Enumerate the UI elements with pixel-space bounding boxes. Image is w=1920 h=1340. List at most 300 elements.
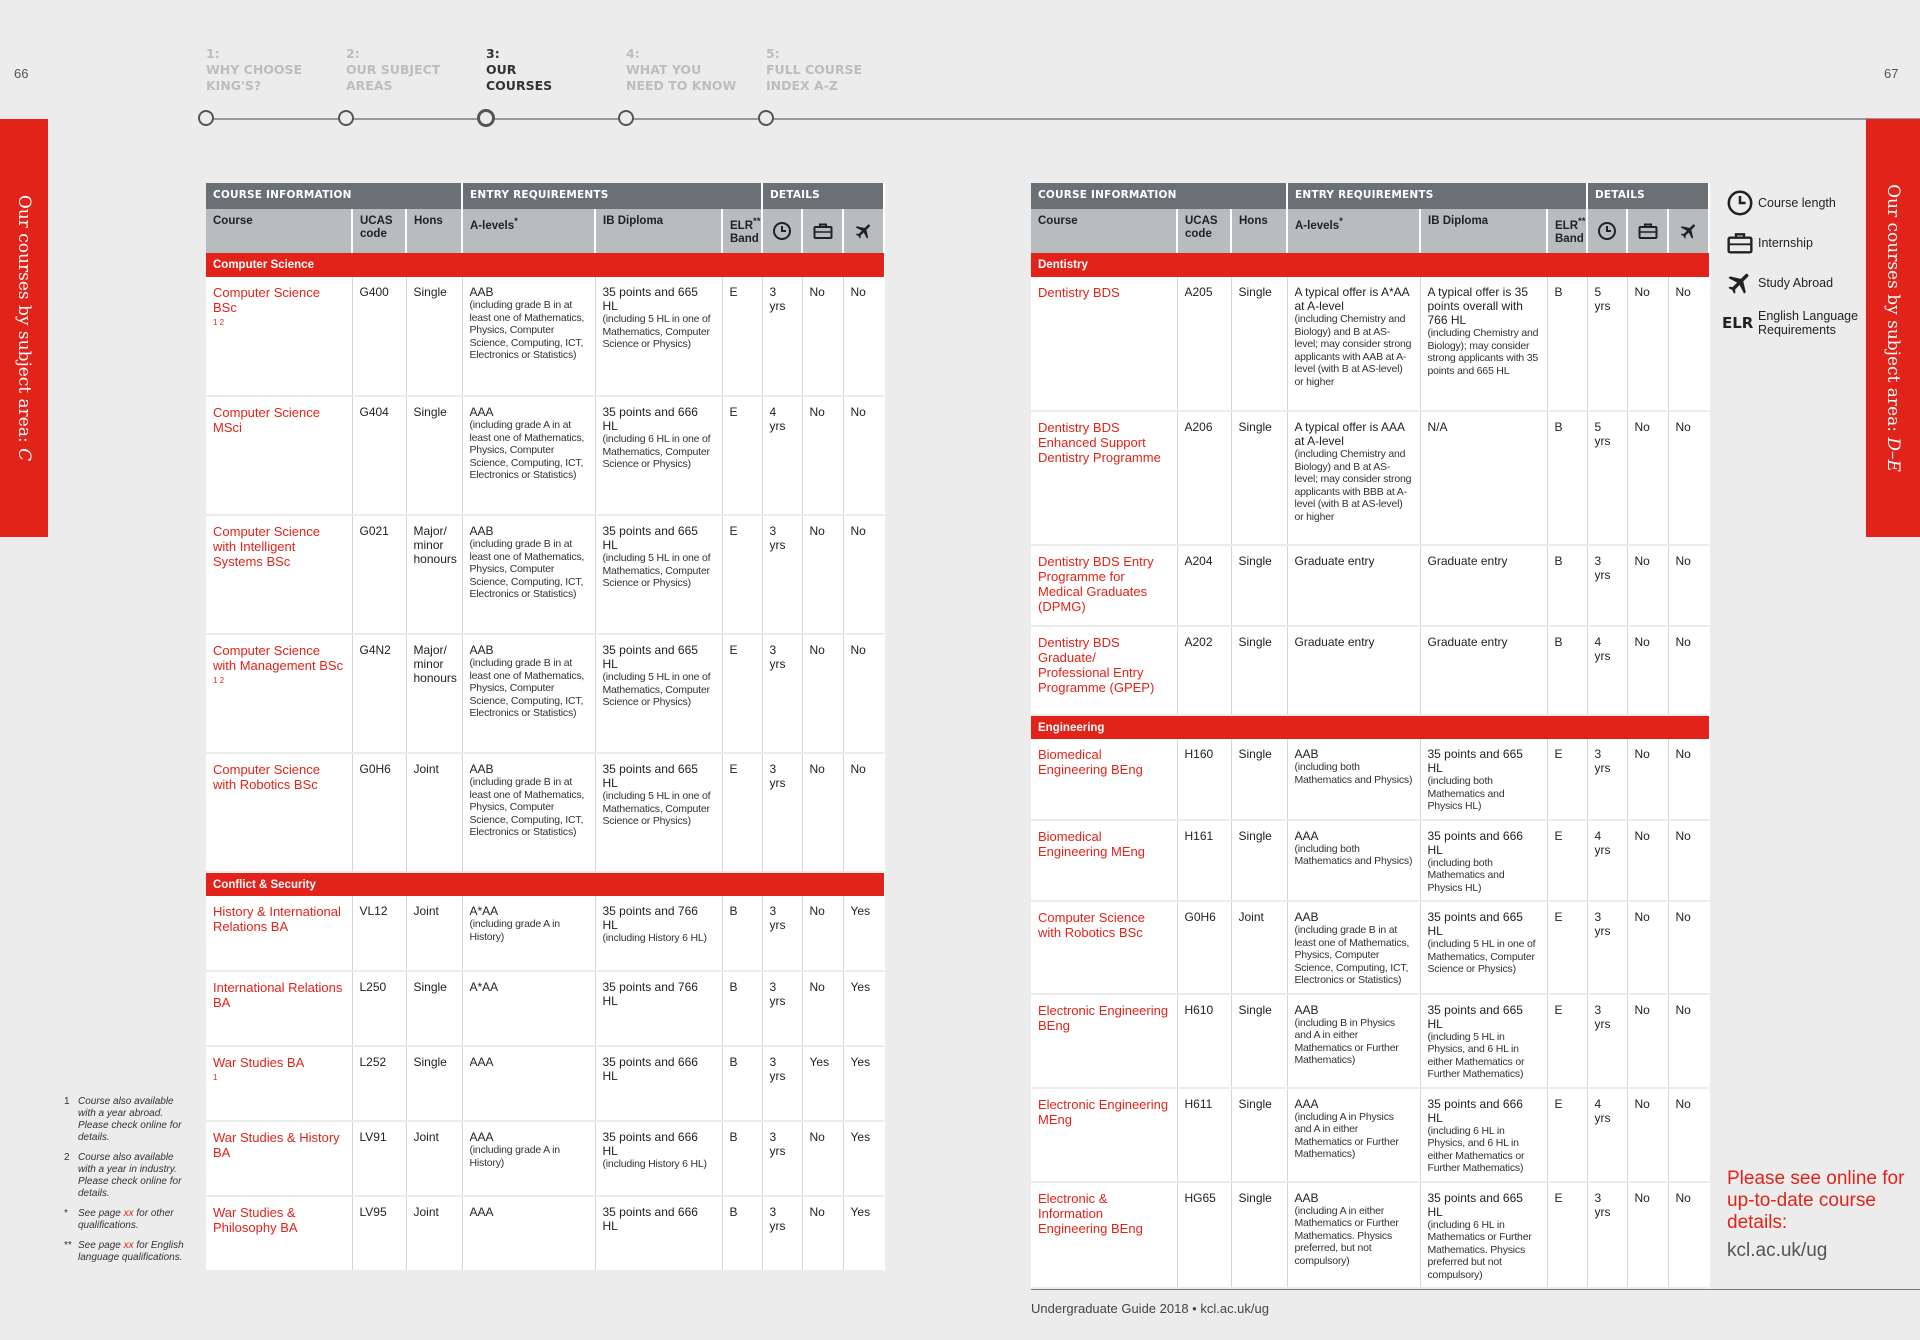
ucas-code — [352, 896, 406, 971]
course-row — [1031, 1088, 1709, 1182]
a-level-requirement — [462, 1196, 595, 1271]
ib-requirement-ib-note: (including 6 HL in one of Mathematics, Computer Science or Physics) — [602, 433, 711, 470]
course-name-link-name: History & International Relations BA — [213, 904, 341, 934]
hons-type — [406, 515, 462, 634]
course-length — [1587, 626, 1627, 715]
elr-band-elr: E — [1554, 747, 1563, 761]
ib-requirement-ib: 35 points and 665 HL — [1427, 1190, 1523, 1219]
section-header-row — [1031, 253, 1709, 277]
a-level-requirement — [462, 753, 595, 872]
internship-value — [802, 396, 843, 515]
a-level-requirement — [462, 634, 595, 753]
nav-step-label: INDEX A-Z — [766, 78, 838, 93]
ucas-code-ucas: L250 — [359, 980, 387, 994]
ib-requirement-ib-note: (including 5 HL in one of Mathematics, Computer Science or Physics) — [602, 552, 711, 589]
elr-band — [722, 396, 762, 515]
footnote: 2 Course also available with a year in industry. Please check online for details. — [64, 1152, 182, 1199]
a-level-requirement-alevel: A typical offer is AAA at A-level — [1294, 420, 1405, 448]
a-level-requirement — [462, 277, 595, 396]
col-header-ucas-code: UCAS code — [1177, 209, 1231, 253]
ucas-code-ucas: A206 — [1184, 420, 1213, 434]
ib-requirement — [1420, 1088, 1547, 1182]
col-header-course-length — [1587, 209, 1627, 253]
study-abroad-value-abroad: No — [1675, 635, 1691, 649]
internship-value — [1627, 411, 1668, 545]
ucas-code-ucas: H160 — [1184, 747, 1214, 761]
course-length — [762, 971, 802, 1046]
a-level-requirement-alevel: AAA — [469, 1055, 494, 1069]
internship-value — [1627, 901, 1668, 994]
a-level-requirement — [1287, 277, 1420, 411]
side-tab-subject-c — [0, 119, 48, 537]
elr-band — [1547, 626, 1587, 715]
course-row — [1031, 739, 1709, 820]
a-level-requirement — [1287, 1088, 1420, 1182]
header-entry-requirements: ENTRY REQUIREMENTS — [1287, 183, 1587, 209]
footer-divider — [1031, 1289, 1920, 1290]
a-level-requirement-alevel: AAB — [1294, 1190, 1319, 1205]
header-details: DETAILS — [1587, 183, 1709, 209]
study-abroad-value-abroad: No — [1675, 1096, 1691, 1111]
study-abroad-value — [843, 896, 884, 971]
course-row — [1031, 820, 1709, 902]
course-name-link[interactable] — [206, 515, 352, 634]
section-progress-nav — [0, 46, 1920, 136]
ib-requirement — [1420, 411, 1547, 545]
course-length — [762, 515, 802, 634]
study-abroad-value — [1668, 901, 1709, 994]
nav-step-label: WHY CHOOSE — [206, 62, 303, 77]
course-row — [206, 277, 884, 396]
ib-requirement — [595, 971, 722, 1046]
ucas-code-ucas: LV95 — [359, 1205, 387, 1219]
course-row — [1031, 901, 1709, 994]
col-header-study-abroad — [1668, 209, 1709, 253]
course-length-length: 4 yrs — [1594, 635, 1611, 663]
a-level-requirement-alevel-note: (including A in either Mathematics or Further Mathematics. Physics preferred, but not compulsory) — [1294, 1204, 1399, 1267]
study-abroad-value-abroad: No — [1675, 420, 1691, 434]
elr-band — [722, 1046, 762, 1121]
ib-requirement-ib-note: (including 5 HL in one of Mathematics, Computer Science or Physics) — [602, 671, 711, 708]
a-level-requirement-alevel-note: (including Chemistry and Biology) and B at AS-level; may consider strong applicants with AAB at A-level (with B at AS-level) or higher — [1294, 313, 1412, 388]
hons-type — [1231, 994, 1287, 1088]
course-name-link[interactable] — [1031, 739, 1177, 820]
nav-step-label: WHAT YOU — [626, 62, 702, 77]
a-level-requirement-alevel-note: (including grade A in History) — [469, 918, 560, 943]
hons-type — [406, 753, 462, 872]
col-header-hons: Hons — [1231, 209, 1287, 253]
internship-value-internship: No — [809, 285, 825, 299]
course-name-link[interactable] — [1031, 994, 1177, 1088]
ucas-code-ucas: G021 — [359, 524, 389, 538]
course-name-link[interactable] — [206, 753, 352, 872]
course-name-link-name: Dentistry BDS Enhanced Support Dentistry Programme — [1038, 420, 1161, 465]
footnote: * See page xx for other qualifications. — [64, 1208, 174, 1231]
a-level-requirement-alevel: AAB — [469, 285, 494, 299]
legend-elr: ELR English Language Requirements — [1722, 309, 1859, 337]
a-level-requirement-alevel: AAA — [1294, 828, 1319, 843]
nav-dot[interactable] — [758, 110, 774, 126]
course-length — [1587, 994, 1627, 1088]
internship-value — [1627, 1182, 1668, 1289]
hons-type-hons: Single — [1238, 747, 1272, 761]
hons-type-hons: Single — [413, 980, 447, 994]
col-header-course: Course — [206, 209, 352, 253]
study-abroad-value — [1668, 411, 1709, 545]
ib-requirement — [1420, 994, 1547, 1088]
elr-band-elr: B — [1554, 635, 1563, 649]
a-level-requirement-alevel: AAB — [469, 643, 494, 657]
course-length-length: 5 yrs — [1594, 285, 1611, 313]
course-row — [206, 1196, 884, 1271]
plane-icon — [846, 221, 881, 241]
a-level-requirement — [1287, 411, 1420, 545]
ucas-code — [352, 1046, 406, 1121]
ib-requirement — [1420, 626, 1547, 715]
hons-type — [1231, 1182, 1287, 1289]
course-length-length: 3 yrs — [769, 524, 786, 552]
hons-type-hons: Joint — [413, 1130, 439, 1144]
ib-requirement-ib: 35 points and 665 HL — [602, 643, 698, 671]
a-level-requirement-alevel: AAB — [469, 762, 494, 776]
online-details-link[interactable]: kcl.ac.uk/ug — [1727, 1240, 1828, 1261]
course-row — [1031, 411, 1709, 545]
briefcase-icon — [805, 222, 840, 240]
course-length-length: 3 yrs — [769, 904, 786, 932]
a-level-requirement-alevel: AAA — [1294, 1096, 1319, 1111]
elr-band-elr: B — [729, 980, 738, 994]
col-header-course-length — [762, 209, 802, 253]
elr-band-elr: B — [729, 1130, 738, 1144]
hons-type — [406, 1196, 462, 1271]
internship-value-internship: No — [1634, 1190, 1650, 1205]
plane-icon — [1722, 269, 1758, 297]
course-name-link-name: Computer Science BSc — [213, 285, 320, 315]
ib-requirement — [595, 1121, 722, 1196]
ib-requirement-ib-note: (including History 6 HL) — [602, 932, 707, 944]
hons-type-hons: Major/ minor honours — [413, 524, 457, 566]
course-length-length: 3 yrs — [1594, 1002, 1611, 1031]
course-name-link[interactable] — [206, 396, 352, 515]
nav-step-our-courses[interactable] — [486, 46, 616, 94]
ucas-code-ucas: L252 — [359, 1055, 387, 1069]
ib-requirement-ib-note: (including 5 HL in one of Mathematics, Computer Science or Physics) — [1427, 938, 1536, 975]
clock-icon — [1722, 189, 1758, 217]
ucas-code — [352, 396, 406, 515]
study-abroad-value-abroad: No — [850, 285, 866, 299]
ucas-code — [1177, 739, 1231, 820]
hons-type-hons: Joint — [413, 1205, 439, 1219]
course-row — [1031, 1182, 1709, 1289]
a-level-requirement-alevel-note: (including both Mathematics and Physics) — [1294, 842, 1413, 867]
ucas-code — [352, 277, 406, 396]
course-name-link[interactable] — [206, 971, 352, 1046]
ib-requirement-ib: 35 points and 666 HL — [602, 1130, 698, 1158]
a-level-requirement-alevel-note: (including both Mathematics and Physics) — [1294, 761, 1413, 786]
course-name-link[interactable] — [1031, 411, 1177, 545]
internship-value — [802, 1121, 843, 1196]
nav-step-number: 5: — [766, 46, 780, 61]
a-level-requirement — [1287, 994, 1420, 1088]
a-level-requirement-alevel-note: (including A in Physics and A in either Mathematics or Further Mathematics) — [1294, 1110, 1399, 1160]
course-row — [206, 396, 884, 515]
header-course-information: COURSE INFORMATION — [206, 183, 462, 209]
elr-band — [722, 1196, 762, 1271]
header-details: DETAILS — [762, 183, 884, 209]
hons-type — [1231, 626, 1287, 715]
study-abroad-value — [843, 1121, 884, 1196]
course-name-link-name: War Studies BA — [213, 1055, 305, 1070]
course-name-link[interactable] — [1031, 626, 1177, 715]
course-length-length: 4 yrs — [1594, 828, 1611, 857]
hons-type-hons: Single — [413, 285, 447, 299]
a-level-requirement — [462, 971, 595, 1046]
internship-value-internship: No — [809, 762, 825, 776]
study-abroad-value-abroad: No — [1675, 1002, 1691, 1017]
study-abroad-value — [1668, 545, 1709, 626]
course-name-link-name: Computer Science with Management BSc — [213, 643, 344, 673]
course-length — [762, 396, 802, 515]
col-header-a-levels: A-levels* — [1287, 209, 1420, 253]
a-level-requirement-alevel: A typical offer is A*AA at A-level — [1294, 285, 1410, 313]
hons-type-hons: Joint — [413, 904, 439, 918]
study-abroad-value-abroad: No — [850, 643, 866, 657]
course-name-link-name: War Studies & History BA — [213, 1130, 340, 1160]
ib-requirement — [595, 515, 722, 634]
ib-requirement — [595, 277, 722, 396]
course-length-length: 5 yrs — [1594, 420, 1611, 448]
a-level-requirement-alevel: Graduate entry — [1294, 635, 1375, 649]
ib-requirement — [595, 753, 722, 872]
ucas-code-ucas: G4N2 — [359, 643, 391, 657]
ucas-code-ucas: G404 — [359, 405, 389, 419]
ib-requirement — [595, 1046, 722, 1121]
course-name-link[interactable] — [206, 634, 352, 753]
course-row — [1031, 277, 1709, 411]
study-abroad-value — [1668, 1182, 1709, 1289]
a-level-requirement-alevel-note: (including Chemistry and Biology) and B at AS-level; may consider strong applicants with BBB at A-level (with B at AS-level) or higher — [1294, 448, 1412, 523]
col-header-ucas-code: UCAS code — [352, 209, 406, 253]
course-name-link[interactable] — [206, 277, 352, 396]
course-length-length: 4 yrs — [769, 405, 786, 433]
a-level-requirement-alevel: AAA — [469, 405, 494, 419]
nav-step-what-you-need-to-know[interactable] — [626, 46, 756, 94]
ucas-code-ucas: HG65 — [1184, 1190, 1216, 1205]
ucas-code-ucas: A204 — [1184, 554, 1213, 568]
nav-step-label: COURSES — [486, 78, 553, 93]
briefcase-icon — [1630, 222, 1665, 240]
course-name-link-name: Computer Science with Intelligent Systems BSc — [213, 524, 320, 569]
col-header-internship — [1627, 209, 1668, 253]
nav-step-our-subject-areas[interactable] — [346, 46, 476, 94]
elr-band — [722, 277, 762, 396]
ucas-code-ucas: H610 — [1184, 1002, 1214, 1017]
course-row — [1031, 545, 1709, 626]
col-header-ib-diploma: IB Diploma — [1420, 209, 1547, 253]
ucas-code — [1177, 545, 1231, 626]
hons-type — [1231, 820, 1287, 902]
icon-legend — [1722, 183, 1912, 343]
course-name-link-name: Computer Science MSci — [213, 405, 320, 435]
course-length — [762, 896, 802, 971]
internship-value — [802, 1046, 843, 1121]
section-header-row — [1031, 715, 1709, 739]
course-row — [206, 753, 884, 872]
clock-icon — [765, 221, 799, 241]
internship-value-internship: No — [1634, 1096, 1650, 1111]
nav-step-why-choose-kings[interactable] — [206, 46, 336, 94]
nav-step-number: 2: — [346, 46, 360, 61]
course-name-link[interactable] — [206, 1196, 352, 1271]
study-abroad-value — [1668, 277, 1709, 411]
elr-band-elr: E — [1554, 828, 1563, 843]
col-header-ib-diploma: IB Diploma — [595, 209, 722, 253]
course-name-link[interactable] — [1031, 901, 1177, 994]
course-name-link[interactable] — [206, 1121, 352, 1196]
course-name-link-sup: 1 2 — [213, 318, 225, 327]
elr-band-elr: E — [729, 643, 738, 657]
internship-value-internship: No — [809, 405, 825, 419]
ucas-code — [352, 1121, 406, 1196]
ucas-code — [352, 634, 406, 753]
ib-requirement-ib: N/A — [1427, 420, 1448, 434]
nav-dot[interactable] — [338, 110, 354, 126]
elr-band-elr: E — [1554, 1190, 1563, 1205]
ib-requirement-ib: 35 points and 666 HL — [1427, 1096, 1523, 1125]
course-length — [1587, 739, 1627, 820]
course-name-link[interactable] — [206, 896, 352, 971]
elr-band-elr: B — [1554, 285, 1563, 299]
section-header-row — [206, 872, 884, 896]
course-length — [762, 1121, 802, 1196]
study-abroad-value — [1668, 739, 1709, 820]
a-level-requirement — [1287, 1182, 1420, 1289]
course-name-link-name: Dentistry BDS — [1038, 285, 1120, 300]
ib-requirement — [595, 634, 722, 753]
a-level-requirement-alevel-note: (including grade A in History) — [469, 1144, 560, 1169]
internship-value — [802, 634, 843, 753]
study-abroad-value — [1668, 626, 1709, 715]
col-header-study-abroad — [843, 209, 884, 253]
ib-requirement-ib: Graduate entry — [1427, 554, 1508, 568]
course-name-link-sup: 1 — [213, 1073, 218, 1082]
course-row — [1031, 626, 1709, 715]
ib-requirement-ib: Graduate entry — [1427, 635, 1508, 649]
footnotes — [64, 1096, 194, 1272]
course-name-link-name: Electronic Engineering BEng — [1038, 1002, 1169, 1033]
elr-band-elr: E — [1554, 1002, 1563, 1017]
footer-text: Undergraduate Guide 2018 • kcl.ac.uk/ug — [1031, 1301, 1269, 1316]
course-length — [1587, 1182, 1627, 1289]
ucas-code-ucas: H611 — [1184, 1096, 1213, 1111]
hons-type — [406, 396, 462, 515]
course-length — [1587, 901, 1627, 994]
ib-requirement — [1420, 901, 1547, 994]
nav-step-full-course-index[interactable] — [766, 46, 896, 94]
footnote: 1 Course also available with a year abroad. Please check online for details. — [64, 1096, 182, 1143]
ib-requirement — [1420, 820, 1547, 902]
study-abroad-value — [843, 396, 884, 515]
course-length — [762, 1196, 802, 1271]
nav-step-label: NEED TO KNOW — [626, 78, 737, 93]
ib-requirement-ib: 35 points and 665 HL — [1427, 1002, 1523, 1031]
course-name-link[interactable] — [206, 1046, 352, 1121]
elr-band-elr: B — [1554, 420, 1563, 434]
course-name-link[interactable] — [1031, 1088, 1177, 1182]
course-row — [206, 515, 884, 634]
elr-band-elr: E — [1554, 1096, 1563, 1111]
study-abroad-value-abroad: No — [850, 524, 866, 538]
study-abroad-value-abroad: No — [1675, 285, 1691, 299]
nav-dot[interactable] — [618, 110, 634, 126]
course-name-link[interactable] — [1031, 545, 1177, 626]
study-abroad-value-abroad: No — [1675, 554, 1691, 568]
a-level-requirement-alevel: Graduate entry — [1294, 554, 1375, 568]
internship-value-internship: No — [1634, 1002, 1650, 1017]
nav-step-label: OUR SUBJECT — [346, 62, 441, 77]
course-length-length: 3 yrs — [769, 285, 786, 313]
internship-value — [1627, 1088, 1668, 1182]
course-name-link[interactable] — [1031, 1182, 1177, 1289]
internship-value — [802, 896, 843, 971]
a-level-requirement-alevel: AAB — [1294, 1002, 1319, 1017]
internship-value-internship: No — [809, 643, 825, 657]
course-row — [206, 971, 884, 1046]
course-length-length: 3 yrs — [769, 1055, 786, 1083]
plane-icon — [1671, 221, 1706, 241]
ucas-code-ucas: G0H6 — [359, 762, 391, 776]
internship-value — [1627, 739, 1668, 820]
nav-step-number: 4: — [626, 46, 640, 61]
nav-dot[interactable] — [198, 110, 214, 126]
header-entry-requirements: ENTRY REQUIREMENTS — [462, 183, 762, 209]
course-name-link-name: War Studies & Philosophy BA — [213, 1205, 298, 1235]
course-name-link[interactable] — [1031, 820, 1177, 902]
col-header-elr-band: ELR** Band — [722, 209, 762, 253]
elr-band — [1547, 901, 1587, 994]
nav-dot-active[interactable] — [477, 109, 495, 127]
course-name-link[interactable] — [1031, 277, 1177, 411]
elr-band — [1547, 277, 1587, 411]
course-length-length: 3 yrs — [1594, 747, 1611, 775]
ucas-code — [1177, 901, 1231, 994]
course-length-length: 3 yrs — [1594, 554, 1611, 582]
internship-value — [1627, 820, 1668, 902]
course-table-right — [1031, 183, 1710, 1289]
course-name-link-name: Electronic Engineering MEng — [1038, 1096, 1169, 1127]
ib-requirement-ib: 35 points and 665 HL — [1427, 910, 1523, 938]
a-level-requirement-alevel: A*AA — [469, 980, 499, 994]
course-name-link-name: Computer Science with Robotics BSc — [1038, 910, 1145, 940]
internship-value-internship: No — [1634, 554, 1650, 568]
course-row — [206, 1121, 884, 1196]
side-tab-text: Our courses by subject area: C — [14, 194, 34, 462]
course-length — [762, 1046, 802, 1121]
section-title: Engineering — [1031, 715, 1709, 739]
course-length — [1587, 1088, 1627, 1182]
study-abroad-value-abroad: Yes — [850, 1055, 871, 1069]
study-abroad-value — [1668, 1088, 1709, 1182]
a-level-requirement-alevel-note: (including grade B in at least one of Mathematics, Physics, Computer Science, Computing, ICT, Electronics or Statistics) — [469, 538, 585, 600]
ucas-code — [1177, 277, 1231, 411]
hons-type — [406, 896, 462, 971]
course-name-link-name: Dentistry BDS Entry Programme for Medical Graduates (DPMG) — [1038, 554, 1154, 614]
ib-requirement — [595, 1196, 722, 1271]
internship-value-internship: No — [1634, 910, 1650, 924]
study-abroad-value — [843, 277, 884, 396]
a-level-requirement-alevel: AAA — [469, 1130, 494, 1144]
course-row — [1031, 994, 1709, 1088]
